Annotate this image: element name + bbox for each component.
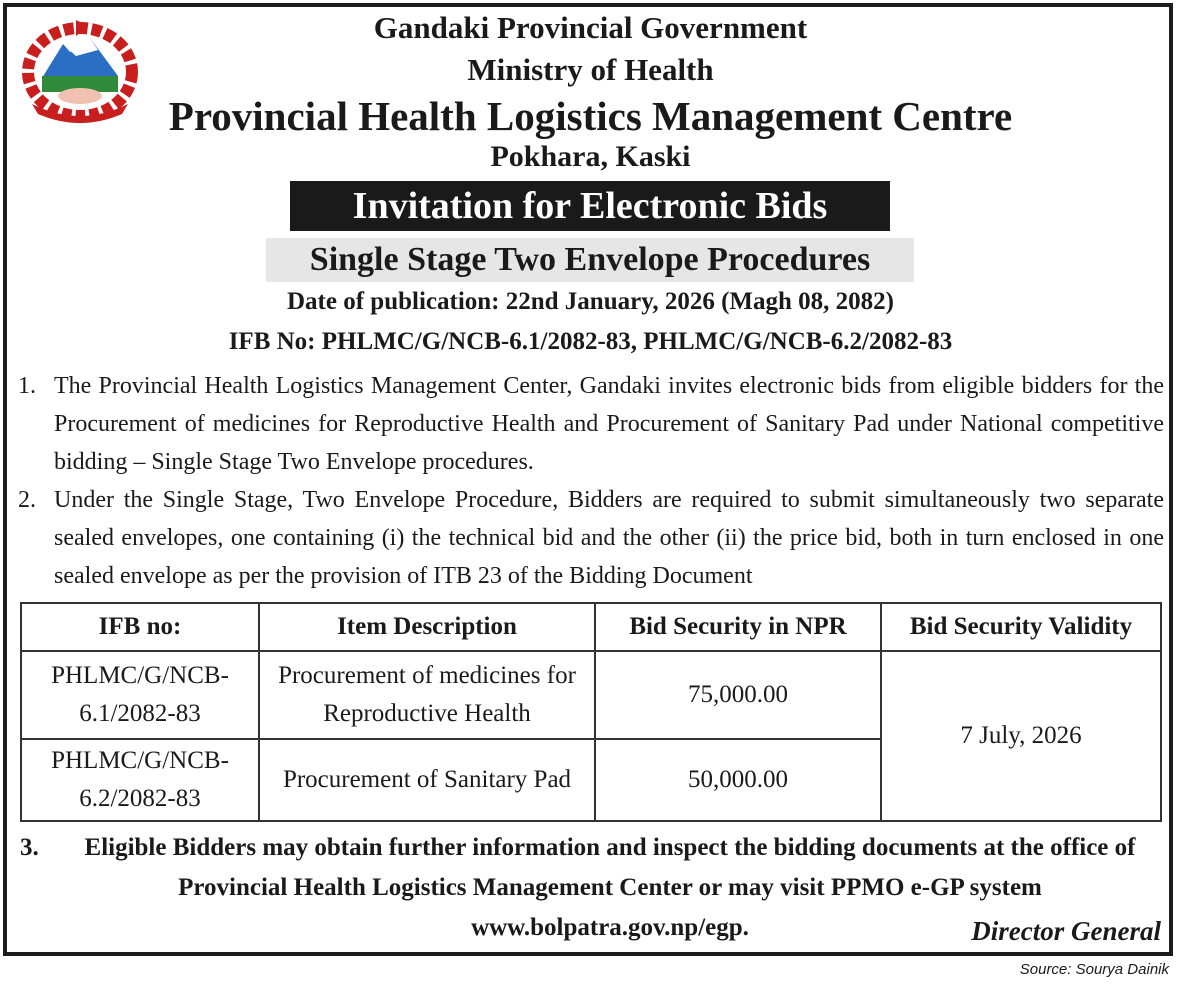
table-row — [21, 651, 1161, 739]
notice-subtitle: Single Stage Two Envelope Procedures — [266, 238, 914, 282]
paragraph-1 — [18, 367, 1164, 481]
publication-date: Date of publication: 22nd January, 2026 (Magh 08, 2082) — [287, 288, 894, 315]
paragraph-text: The Provincial Health Logistics Management Center, Gandaki invites electronic bids from eligible bidders for the Procurement of medicines for Reproductive Health and Procurement of Sanitary Pad under National competitive bidding – Single Stage Two Envelope procedures. — [54, 373, 1164, 475]
location: Pokhara, Kaski — [490, 140, 691, 173]
notice-title: Invitation for Electronic Bids — [290, 181, 890, 231]
cell-security: 75,000.00 — [595, 651, 881, 739]
bid-table — [20, 602, 1162, 822]
cell-description: Procurement of Sanitary Pad — [259, 739, 595, 821]
cell-description: Procurement of medicines for Reproductive Health — [259, 651, 595, 739]
paragraph-number: 2. — [18, 487, 36, 513]
source-credit: Source: Sourya Dainik — [1019, 961, 1169, 978]
ministry-name: Ministry of Health — [467, 52, 714, 87]
table-header-row — [21, 603, 1161, 651]
header-description: Item Description — [259, 603, 595, 651]
paragraph-text: Eligible Bidders may obtain further information and inspect the bidding documents at the office of Provincial Health Logistics Management Center or may visit PPMO e-GP system www.bolpatra.gov.np/egp. — [84, 834, 1136, 941]
paragraph-number: 3. — [20, 834, 39, 861]
centre-name: Provincial Health Logistics Management Centre — [168, 93, 1013, 139]
cell-validity: 7 July, 2026 — [881, 651, 1161, 821]
header-validity: Bid Security Validity — [881, 603, 1161, 651]
cell-security: 50,000.00 — [595, 739, 881, 821]
header-ifb: IFB no: — [21, 603, 259, 651]
government-name: Gandaki Provincial Government — [373, 10, 808, 45]
cell-ifb: PHLMC/G/NCB-6.2/2082-83 — [21, 739, 259, 821]
signature: Director General — [971, 916, 1161, 946]
cell-ifb: PHLMC/G/NCB-6.1/2082-83 — [21, 651, 259, 739]
header-security: Bid Security in NPR — [595, 603, 881, 651]
paragraph-2 — [18, 481, 1164, 595]
paragraph-text: Under the Single Stage, Two Envelope Procedure, Bidders are required to submit simultaneously two separate sealed envelopes, one containing (i) the technical bid and the other (ii) the price bid, both in turn enclosed in one sealed envelope as per the provision of ITB 23 of the Bidding Document — [54, 487, 1164, 589]
ifb-numbers: IFB No: PHLMC/G/NCB-6.1/2082-83, PHLMC/G/NCB-6.2/2082-83 — [228, 328, 953, 355]
paragraph-number: 1. — [18, 373, 36, 399]
